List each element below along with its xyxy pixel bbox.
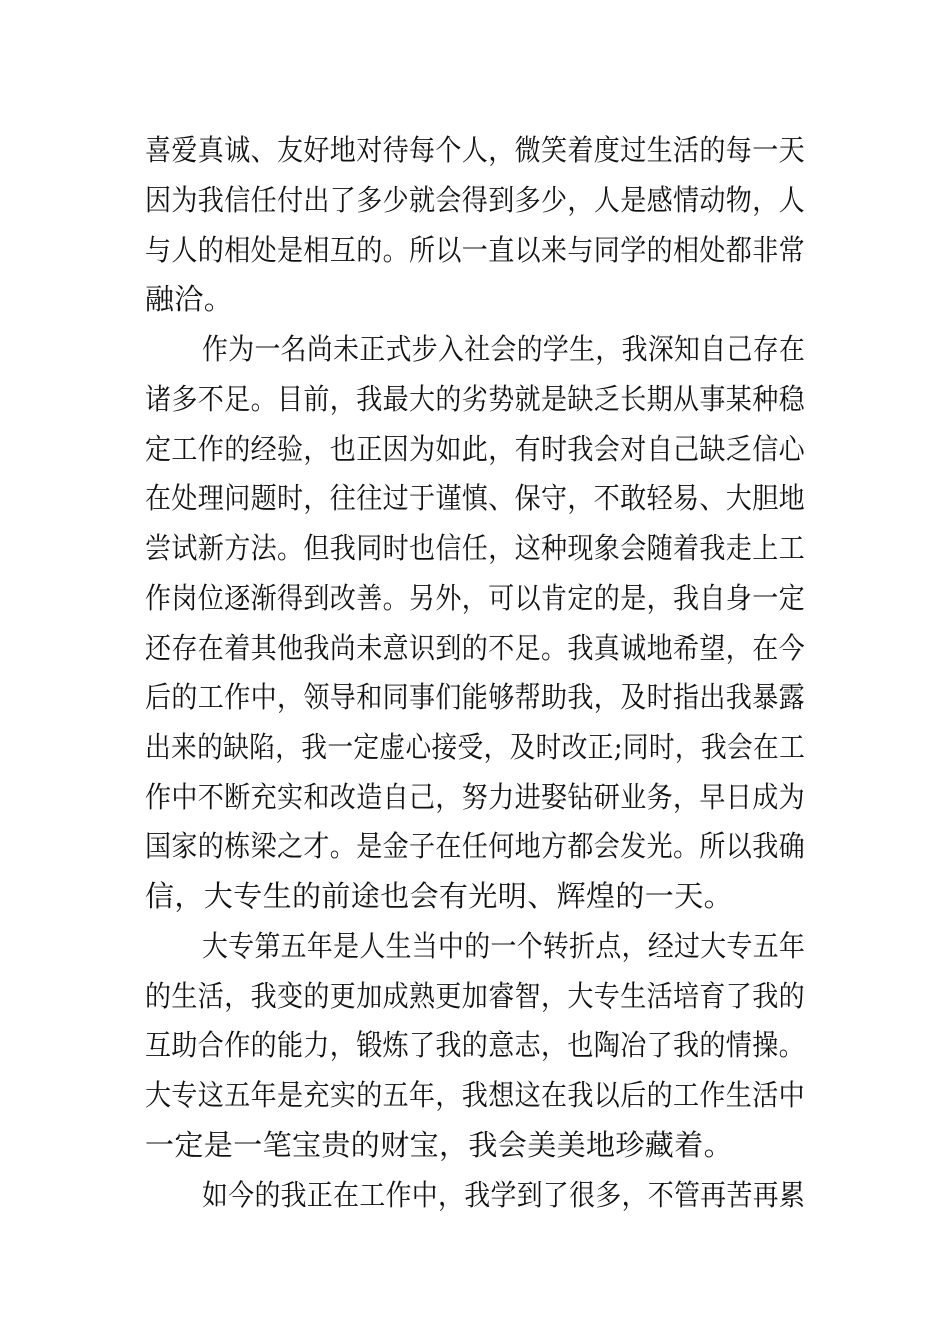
text-line: 互助合作的能力，锻炼了我的意志，也陶冶了我的情操。 bbox=[145, 1028, 806, 1062]
text-line: 因为我信任付出了多少就会得到多少，人是感情动物，人 bbox=[145, 183, 806, 217]
paragraph-first-line: 大专第五年是人生当中的一个转折点，经过大专五年 bbox=[202, 929, 806, 963]
paragraph-first-line: 如今的我正在工作中，我学到了很多，不管再苦再累 bbox=[202, 1178, 806, 1212]
text-line: 的生活，我变的更加成熟更加睿智，大专生活培育了我的 bbox=[145, 979, 806, 1013]
paragraph-first-line: 作为一名尚未正式步入社会的学生，我深知自己存在 bbox=[202, 332, 806, 366]
text-line: 作岗位逐渐得到改善。另外，可以肯定的是，我自身一定 bbox=[145, 581, 806, 615]
text-line: 与人的相处是相互的。所以一直以来与同学的相处都非常 bbox=[145, 233, 806, 267]
text-line: 融洽。 bbox=[145, 282, 234, 316]
text-line: 尝试新方法。但我同时也信任，这种现象会随着我走上工 bbox=[145, 531, 806, 565]
text-line: 还存在着其他我尚未意识到的不足。我真诚地希望，在今 bbox=[145, 631, 806, 665]
text-line: 国家的栋梁之才。是金子在任何地方都会发光。所以我确 bbox=[145, 829, 806, 863]
text-line: 后的工作中，领导和同事们能够帮助我，及时指出我暴露 bbox=[145, 680, 806, 714]
text-line: 喜爱真诚、友好地对待每个人，微笑着度过生活的每一天 bbox=[145, 133, 806, 167]
text-line: 作中不断充实和改造自己，努力进娶钻研业务，早日成为 bbox=[145, 780, 806, 814]
text-line: 大专这五年是充实的五年，我想这在我以后的工作生活中 bbox=[145, 1078, 806, 1112]
text-line: 定工作的经验，也正因为如此，有时我会对自己缺乏信心 bbox=[145, 432, 806, 466]
text-line: 出来的缺陷，我一定虚心接受，及时改正;同时，我会在工 bbox=[145, 730, 806, 764]
text-line: 一定是一笔宝贵的财宝，我会美美地珍藏着。 bbox=[145, 1128, 734, 1162]
text-line: 诸多不足。目前，我最大的劣势就是缺乏长期从事某种稳 bbox=[145, 382, 806, 416]
text-line: 信，大专生的前途也会有光明、辉煌的一天。 bbox=[145, 879, 734, 913]
text-line: 在处理问题时，往往过于谨慎、保守，不敢轻易、大胆地 bbox=[145, 481, 806, 515]
